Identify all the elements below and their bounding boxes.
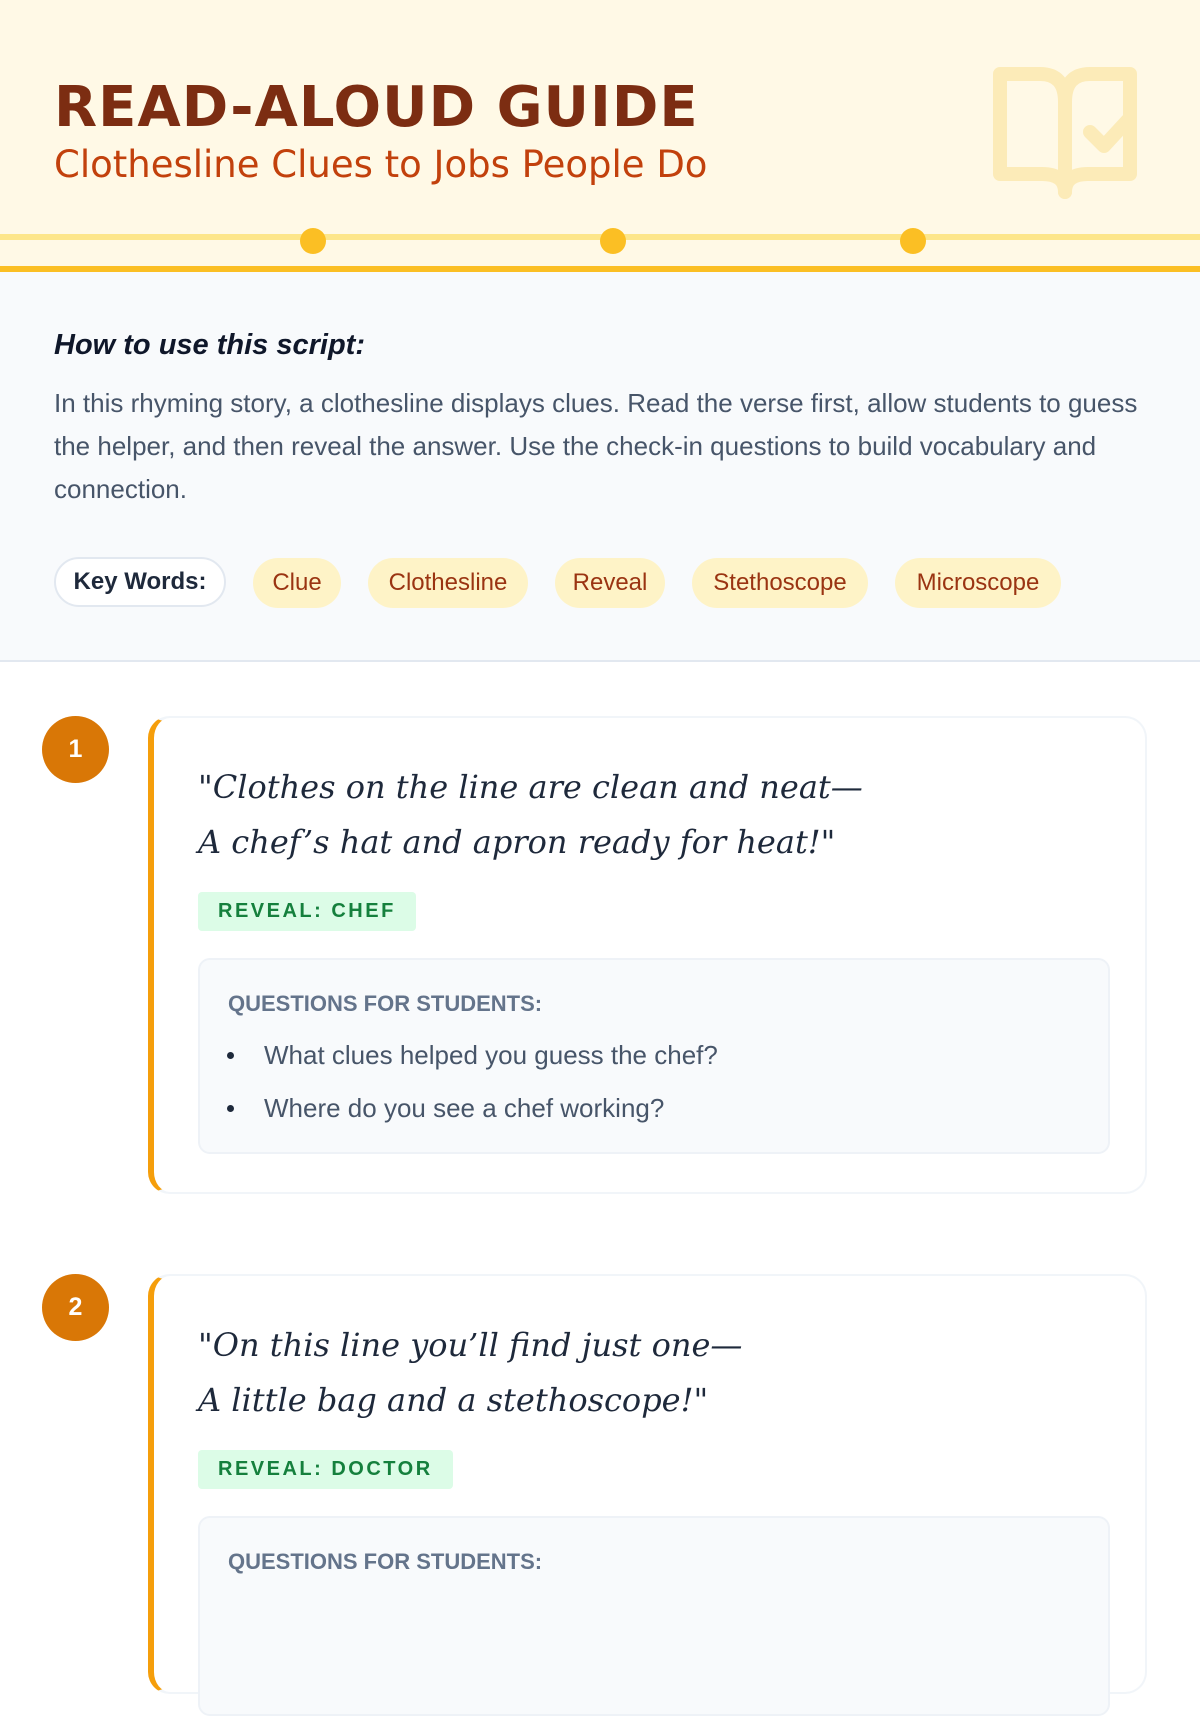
header (0, 0, 1200, 272)
question-text: Where do you see a chef working? (264, 1093, 665, 1123)
key-words-label: Key Words: (54, 557, 226, 607)
instructions-text: In this rhyming story, a clothesline displays clues. Read the verse first, allow students to guess the helper, and then reveal the answer. Use the check-in questions to build vocabulary and connection. (54, 388, 1138, 504)
keyword-chip: Microscope (895, 558, 1061, 608)
question-item (264, 1038, 718, 1072)
questions-box (198, 1516, 1110, 1716)
keyword-chip: Stethoscope (692, 558, 868, 608)
verse-line: A little bag and a stethoscope!" (198, 1381, 709, 1419)
clothes-peg (600, 228, 626, 254)
verse-card (148, 1274, 1147, 1694)
book-check-icon (990, 62, 1140, 204)
verse-line: A chef’s hat and apron ready for heat!" (198, 823, 836, 861)
section-number-badge: 2 (42, 1274, 109, 1341)
clothes-peg (900, 228, 926, 254)
page-title: READ-ALOUD GUIDE (54, 75, 699, 140)
section-number-badge: 1 (42, 716, 109, 783)
questions-box (198, 958, 1110, 1154)
questions-heading: QUESTIONS FOR STUDENTS: (228, 1549, 543, 1574)
keyword-chip: Reveal (555, 558, 665, 608)
question-text: What clues helped you guess the chef? (264, 1040, 718, 1070)
bullet (227, 1105, 234, 1112)
instructions-heading: How to use this script: (54, 329, 365, 361)
questions-heading: QUESTIONS FOR STUDENTS: (228, 991, 543, 1016)
reveal-badge: REVEAL: CHEF (198, 892, 416, 931)
verse-line: "Clothes on the line are clean and neat— (198, 768, 863, 806)
bullet (227, 1052, 234, 1059)
clothes-peg (300, 228, 326, 254)
reveal-badge: REVEAL: DOCTOR (198, 1450, 453, 1489)
instructions-panel (0, 272, 1200, 662)
question-item (264, 1091, 664, 1125)
keyword-chip: Clothesline (368, 558, 528, 608)
verse-card (148, 716, 1147, 1194)
page-subtitle: Clothesline Clues to Jobs People Do (54, 143, 708, 186)
keyword-chip: Clue (253, 558, 341, 608)
verse-line: "On this line you’ll find just one— (198, 1326, 743, 1364)
